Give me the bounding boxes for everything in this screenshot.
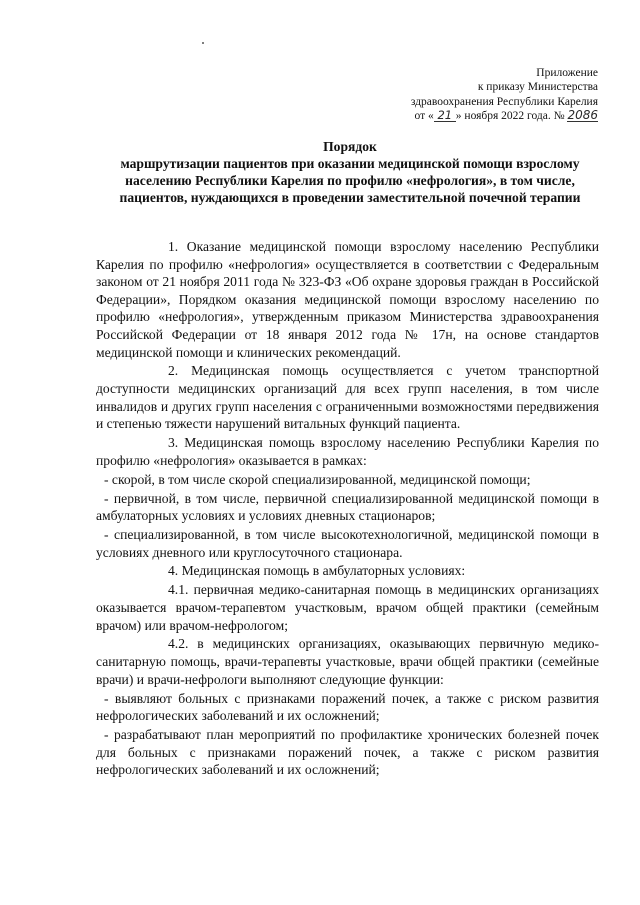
title-subtitle: маршрутизации пациентов при оказании медицинской помощи взрослому населению Республики Карелия по профилю «нефрология», в том числе, пациентов, нуждающихся в проведении заместительной почечной терапии bbox=[119, 156, 581, 205]
paragraph-text: Медицинская помощь взрослому населению Республики Карелия по профилю «нефрология» оказывается в рамках: bbox=[96, 435, 599, 468]
paragraph-text: в медицинских организациях, оказывающих первичную медико-санитарную помощь, врачи-терапевты участковые, врачи общей практики (семейные врачи) и врачи-нефрологи выполняют следующие функции: bbox=[96, 636, 599, 687]
handwritten-date-day: 21 bbox=[434, 110, 456, 122]
paragraph-text: Оказание медицинской помощи взрослому населению Республики Карелия по профилю «нефрология» осуществляется в соответствии с Федеральным законом от 21 ноября 2011 года № 323-ФЗ «Об охране здоровья граждан в Российской Федерации», Порядком оказания медицинской помощи взрослому населению по профилю «нефрология», утвержденным приказом Министерства здравоохранения Российской Федерации от 18 января 2012 года № 17н, на основе стандартов медицинской помощи и клинических рекомендаций. bbox=[96, 239, 599, 360]
scan-speck bbox=[202, 42, 204, 44]
list-item: - первичной, в том числе, первичной специализированной медицинской помощи в амбулаторных условиях и условиях дневных стационаров; bbox=[96, 490, 599, 524]
list-item: - разрабатывают план мероприятий по профилактике хронических болезней почек для больных с признаками поражений почек, а также с риском развития нефрологических заболеваний и их осложнений; bbox=[96, 727, 599, 778]
paragraph-4 bbox=[96, 562, 599, 580]
date-suffix: » ноября 2022 года. № bbox=[455, 109, 568, 122]
paragraph-4-1 bbox=[96, 581, 599, 634]
paragraph-text: Медицинская помощь в амбулаторных условиях: bbox=[181, 563, 466, 579]
paragraph-number: 3. bbox=[168, 435, 179, 451]
appendix-line-3: здравоохранения Республики Карелия bbox=[410, 95, 598, 108]
handwritten-order-number: 2086 bbox=[567, 107, 598, 122]
document-body bbox=[96, 238, 599, 780]
paragraph-number: 1. bbox=[168, 239, 179, 254]
date-prefix: от « bbox=[414, 109, 434, 122]
list-item: - выявляют больных с признаками поражений почек, а также с риском развития нефрологических заболеваний и их осложнений; bbox=[96, 690, 599, 724]
appendix-header bbox=[411, 66, 598, 123]
paragraph-1 bbox=[96, 238, 599, 361]
paragraph-3 bbox=[96, 434, 599, 469]
paragraph-number: 4.2. bbox=[168, 636, 189, 652]
paragraph-number: 2. bbox=[168, 363, 179, 379]
paragraph-number: 4. bbox=[168, 563, 179, 579]
list-item: - скорой, в том числе скорой специализированной, медицинской помощи; bbox=[104, 471, 531, 487]
paragraph-4-2 bbox=[96, 635, 599, 688]
title-heading: Порядок bbox=[323, 139, 377, 154]
paragraph-number: 4.1. bbox=[168, 582, 189, 598]
paragraph-2 bbox=[96, 362, 599, 432]
appendix-line-2: к приказу Министерства bbox=[477, 81, 598, 94]
document-title bbox=[90, 138, 610, 206]
appendix-date-line bbox=[411, 109, 598, 123]
paragraph-text: первичная медико-санитарная помощь в медицинских организациях оказывается врачом-терапевтом участковым, врачом общей практики (семейным врачом) или врачом-нефрологом; bbox=[96, 582, 599, 633]
list-item: - специализированной, в том числе высокотехнологичной, медицинской помощи в условиях дневного или круглосуточного стационара. bbox=[96, 526, 599, 560]
appendix-line-1: Приложение bbox=[536, 67, 598, 79]
paragraph-text: Медицинская помощь осуществляется с учетом транспортной доступности медицинских организаций для всех групп населения, в том числе инвалидов и других групп населения с ограниченными возможностями передвижения и степенью тяжести нарушений витальных функций пациента. bbox=[96, 363, 599, 432]
